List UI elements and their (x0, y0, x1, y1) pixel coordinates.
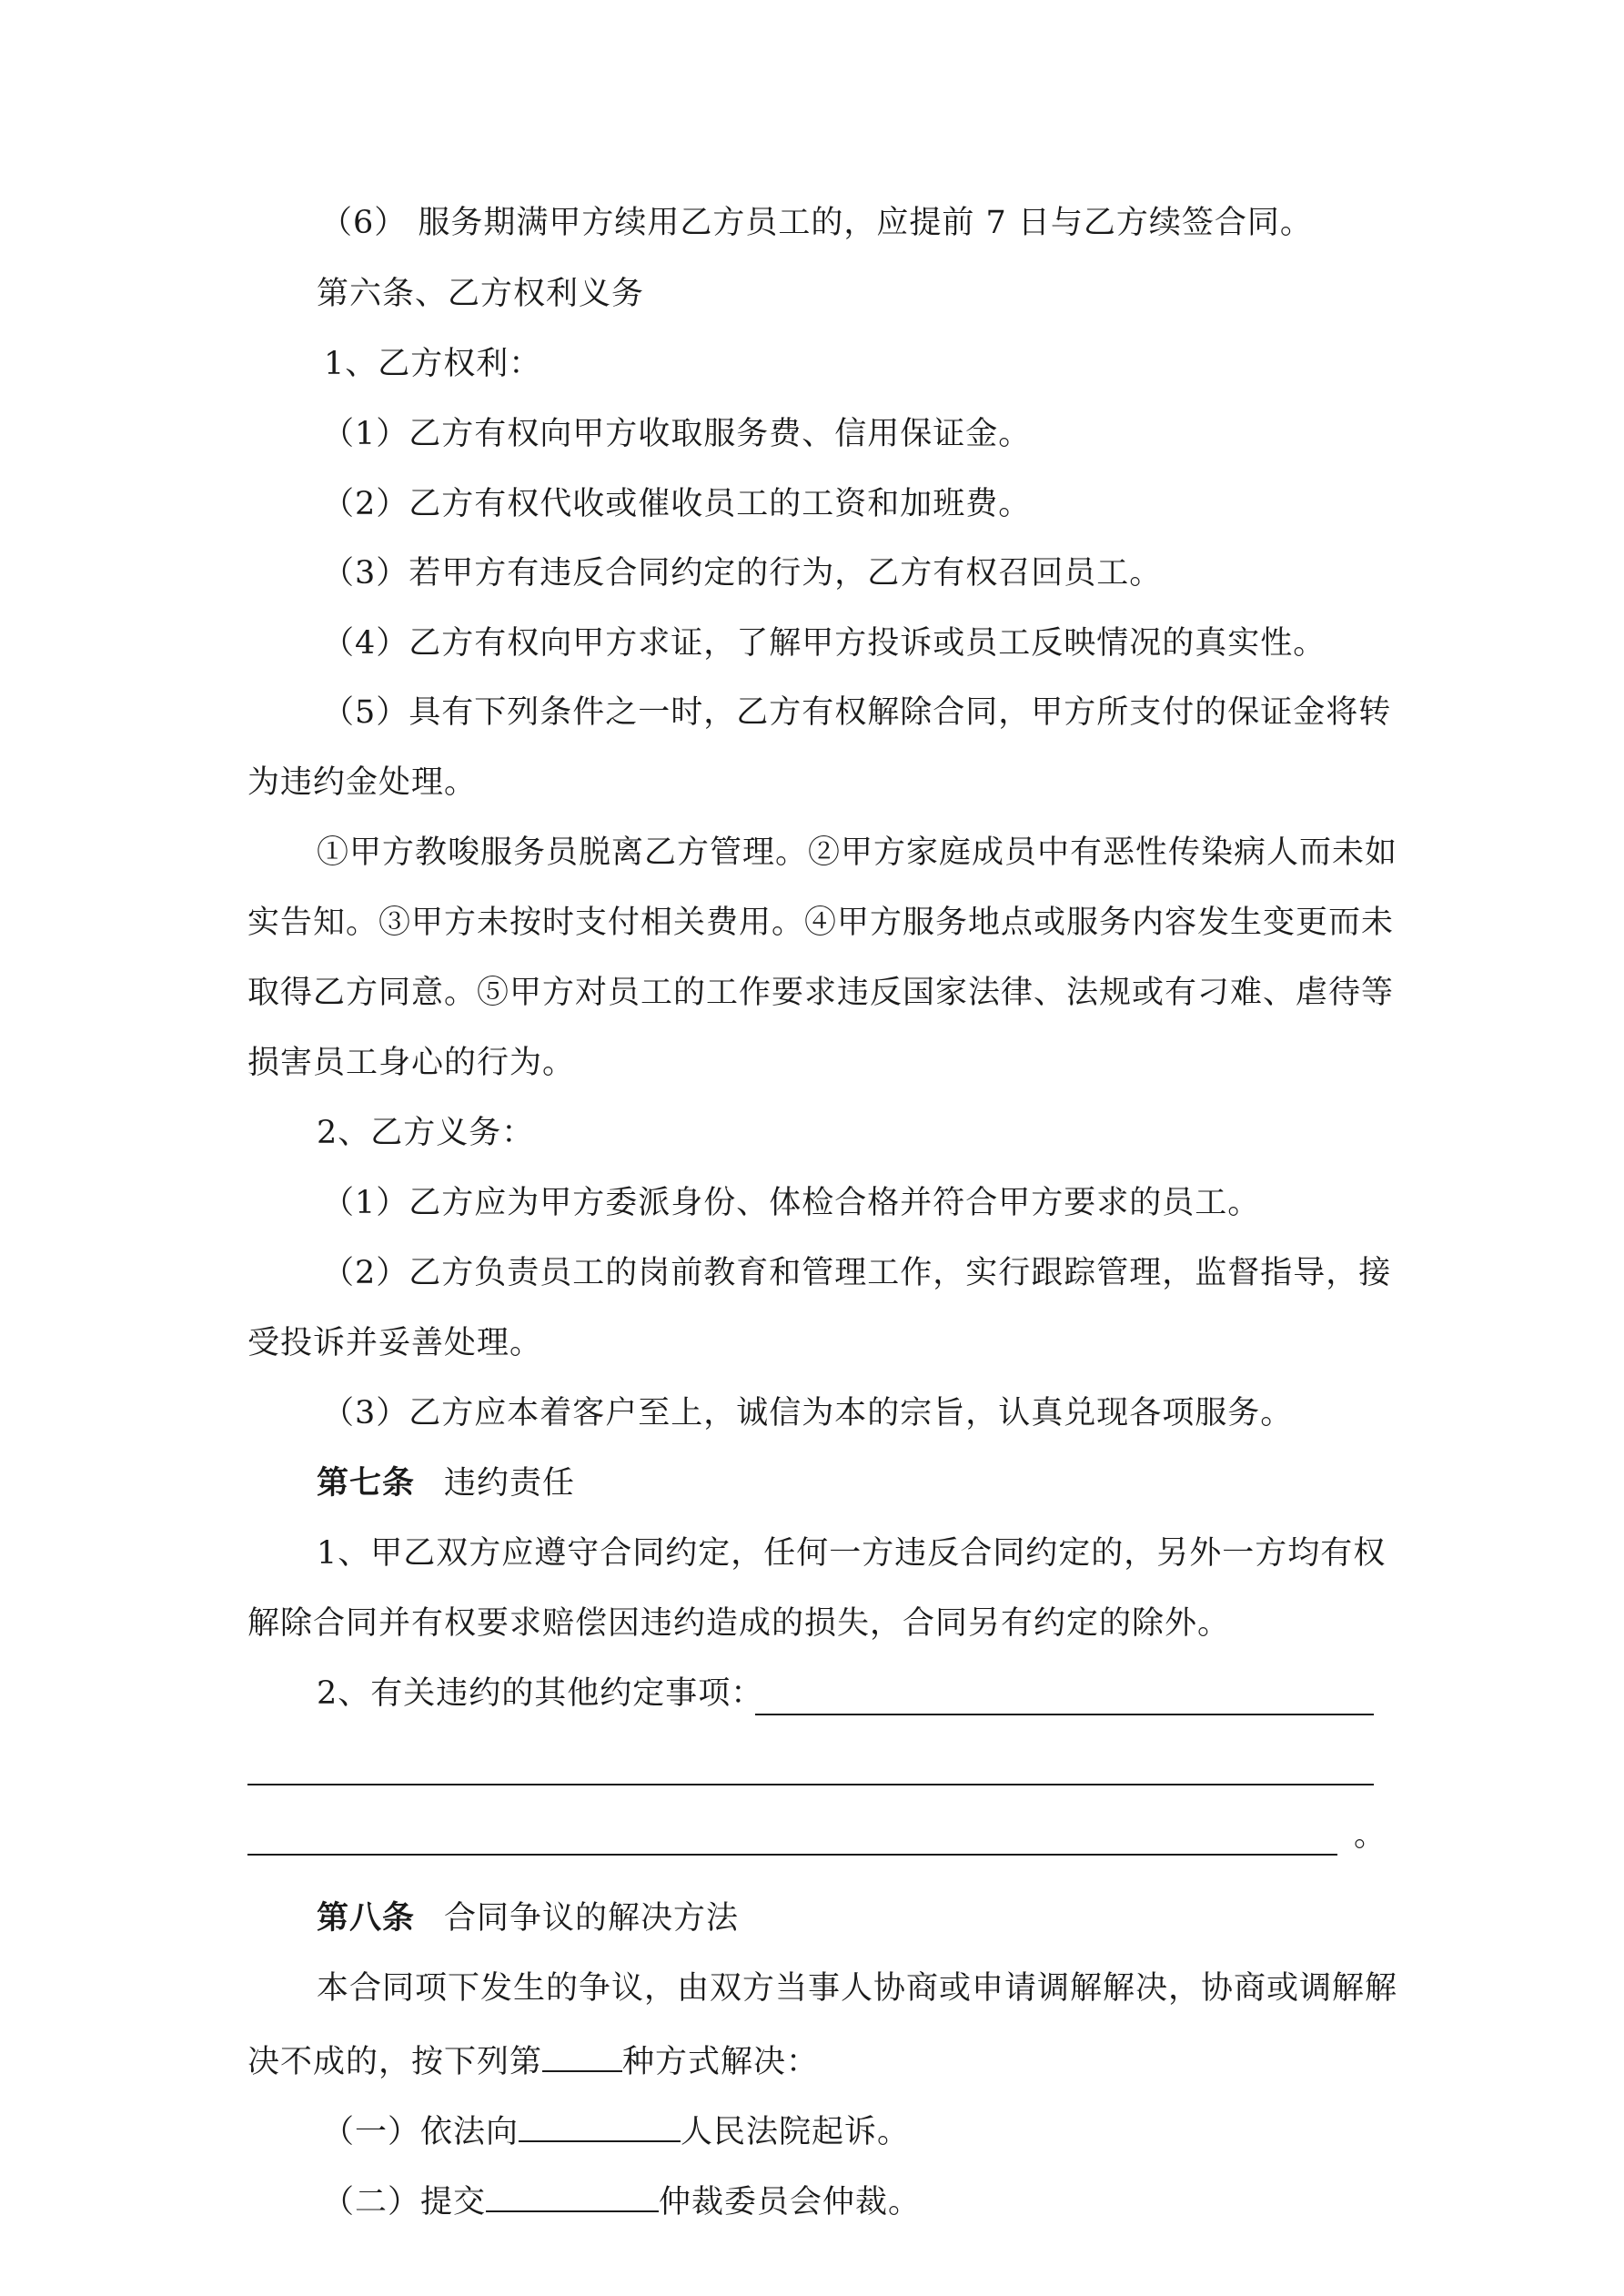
conditions-paragraph-line-4: 损害员工身心的行为。 (247, 1045, 576, 1081)
option-2-text-b: 仲裁委员会仲裁。 (659, 2184, 922, 2220)
rights-item-3: （3）若甲方有违反合同约定的行为，乙方有权召回员工。 (322, 555, 1163, 592)
party-b-rights-heading: 1、乙方权利： (324, 346, 542, 382)
choice-number-blank[interactable] (542, 2039, 622, 2072)
rights-item-5-cont: 为违约金处理。 (247, 764, 478, 801)
rights-item-1: （1）乙方有权向甲方收取服务费、信用保证金。 (322, 416, 1032, 452)
obligations-item-2-cont: 受投诉并妥善处理。 (247, 1325, 543, 1361)
article-8-paragraph-text-a: 决不成的，按下列第 (247, 2044, 543, 2080)
obligations-item-2: （2）乙方负责员工的岗前教育和管理工作，实行跟踪管理，监督指导，接 (322, 1255, 1392, 1291)
fill-in-line[interactable] (247, 1854, 1337, 1856)
fill-in-line[interactable] (755, 1714, 1374, 1715)
rights-item-5: （5）具有下列条件之一时，乙方有权解除合同，甲方所支付的保证金将转 (322, 694, 1392, 731)
article-8-heading (317, 1899, 739, 1937)
rights-item-4: （4）乙方有权向甲方求证，了解甲方投诉或员工反映情况的真实性。 (322, 625, 1326, 662)
party-b-obligations-heading: 2、乙方义务： (317, 1115, 535, 1151)
article-7-item-1-cont: 解除合同并有权要求赔偿因违约造成的损失，合同另有约定的除外。 (247, 1605, 1231, 1642)
article-7-label: 第七条 (317, 1464, 416, 1502)
conditions-paragraph-line-1: ①甲方教唆服务员脱离乙方管理。②甲方家庭成员中有恶性传染病人而未如 (317, 834, 1398, 871)
article-7-heading (317, 1464, 575, 1502)
article-8-label: 第八条 (317, 1899, 416, 1937)
article-7-item-1: 1、甲乙双方应遵守合同约定，任何一方违反合同约定的，另外一方均有权 (317, 1535, 1387, 1572)
conditions-paragraph-line-2: 实告知。③甲方未按时支付相关费用。④甲方服务地点或服务内容发生变更而未 (247, 905, 1395, 941)
clause-5-item-6: （6） 服务期满甲方续用乙方员工的，应提前 7 日与乙方续签合同。 (320, 205, 1313, 241)
article-8-paragraph-line-2 (247, 2039, 819, 2081)
obligations-item-3: （3）乙方应本着客户至上，诚信为本的宗旨，认真兑现各项服务。 (322, 1395, 1294, 1431)
option-1-text-b: 人民法院起诉。 (681, 2114, 911, 2150)
conditions-paragraph-line-3: 取得乙方同意。⑤甲方对员工的工作要求违反国家法律、法规或有刁难、虐待等 (247, 975, 1395, 1011)
terminal-period: 。 (1354, 1817, 1387, 1854)
option-1-text-a: （一）依法向 (322, 2114, 519, 2150)
court-name-blank[interactable] (519, 2109, 681, 2142)
article-8-paragraph-line-1: 本合同项下发生的争议，由双方当事人协商或申请调解解决，协商或调解解 (317, 1970, 1398, 2007)
article-8-title: 合同争议的解决方法 (444, 1900, 740, 1937)
arbitration-commission-blank[interactable] (486, 2180, 659, 2212)
obligations-item-1: （1）乙方应为甲方委派身份、体检合格并符合甲方要求的员工。 (322, 1185, 1261, 1221)
article-6-heading: 第六条、乙方权利义务 (317, 276, 645, 312)
resolution-option-1 (322, 2109, 910, 2151)
option-2-text-a: （二）提交 (322, 2184, 487, 2220)
rights-item-2: （2）乙方有权代收或催收员工的工资和加班费。 (322, 486, 1032, 522)
article-8-paragraph-text-b: 种方式解决： (622, 2044, 820, 2080)
fill-in-line[interactable] (247, 1784, 1374, 1785)
article-7-title: 违约责任 (444, 1465, 576, 1502)
resolution-option-2 (322, 2180, 921, 2221)
article-7-item-2: 2、有关违约的其他约定事项： (317, 1675, 764, 1712)
